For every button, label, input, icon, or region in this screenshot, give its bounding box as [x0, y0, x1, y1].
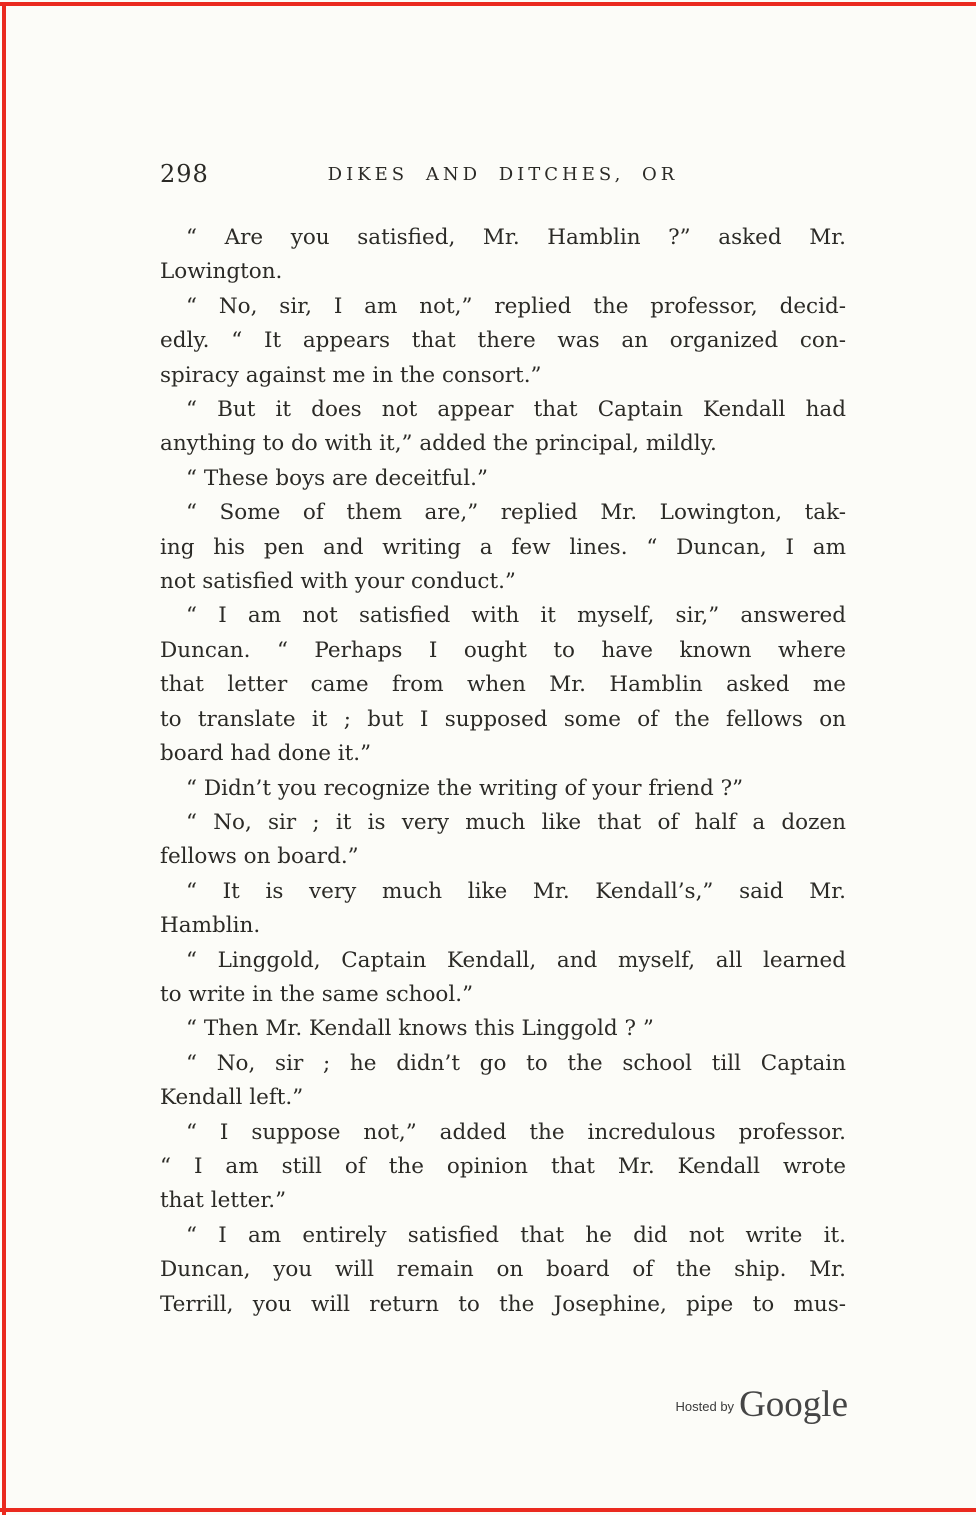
body-text: [160, 221, 846, 1322]
text-line: not satisfied with your conduct.”: [160, 569, 516, 595]
text-line: “ Linggold, Captain Kendall, and myself, all learned: [186, 947, 846, 973]
scan-edge-top-line: [0, 2, 976, 6]
text-line: “ Then Mr. Kendall knows this Linggold ? ”: [186, 1016, 654, 1042]
hosted-by-label: Hosted by: [675, 1399, 735, 1414]
text-line: board had done it.”: [160, 741, 372, 767]
text-line: Terrill, you will return to the Josephine, pipe to mus-: [160, 1291, 846, 1317]
paragraph: [160, 1219, 846, 1322]
text-line: “ Didn’t you recognize the writing of your friend ?”: [186, 775, 744, 801]
text-line: “ I am entirely satisfied that he did not write it.: [186, 1222, 846, 1248]
text-line: ing his pen and writing a few lines. “ Duncan, I am: [160, 534, 846, 560]
text-line: “ No, sir ; he didn’t go to the school till Captain: [186, 1050, 846, 1076]
running-title: DIKES AND DITCHES, OR: [327, 164, 679, 185]
text-line: “ But it does not appear that Captain Kendall had: [186, 397, 846, 423]
google-watermark: [676, 1386, 848, 1423]
text-line: “ I am still of the opinion that Mr. Kendall wrote: [160, 1153, 846, 1179]
text-line: “ Some of them are,” replied Mr. Lowington, tak-: [186, 500, 846, 526]
paragraph: [160, 772, 846, 806]
paragraph: [160, 462, 846, 496]
text-line: anything to do with it,” added the principal, mildly.: [160, 431, 717, 457]
paragraph: [160, 599, 846, 771]
text-line: “ It is very much like Mr. Kendall’s,” said Mr.: [186, 878, 846, 904]
text-line: to write in the same school.”: [160, 981, 474, 1007]
paragraph: [160, 944, 846, 1013]
google-logo: Google: [739, 1384, 848, 1425]
text-line: to translate it ; but I supposed some of the fellows on: [160, 706, 846, 732]
paragraph: [160, 290, 846, 393]
text-line: Lowington.: [160, 259, 283, 285]
text-line: Kendall left.”: [160, 1085, 304, 1111]
paragraph: [160, 1047, 846, 1116]
paragraph: [160, 496, 846, 599]
page-header: [160, 160, 846, 192]
text-line: “ These boys are deceitful.”: [186, 465, 488, 491]
paragraph: [160, 1116, 846, 1219]
page-number: 298: [160, 160, 209, 188]
paragraph: [160, 875, 846, 944]
text-line: “ Are you satisfied, Mr. Hamblin ?” asked Mr.: [186, 225, 846, 250]
text-line: “ I am not satisfied with it myself, sir,” answered: [186, 603, 846, 629]
text-line: fellows on board.”: [160, 844, 359, 870]
paragraph: [160, 806, 846, 875]
paragraph: [160, 221, 846, 290]
paragraph: [160, 393, 846, 462]
text-line: that letter came from when Mr. Hamblin asked me: [160, 672, 846, 698]
text-line: “ No, sir, I am not,” replied the professor, decid-: [186, 293, 846, 319]
text-line: Hamblin.: [160, 913, 261, 939]
scan-edge-left-line: [2, 2, 6, 1515]
text-line: Duncan. “ Perhaps I ought to have known where: [160, 637, 846, 663]
text-line: “ I suppose not,” added the incredulous professor.: [186, 1119, 846, 1145]
text-line: “ No, sir ; it is very much like that of half a dozen: [186, 809, 846, 835]
text-line: edly. “ It appears that there was an organized con-: [160, 328, 846, 354]
text-line: that letter.”: [160, 1188, 287, 1214]
text-line: Duncan, you will remain on board of the ship. Mr.: [160, 1257, 846, 1283]
text-line: spiracy against me in the consort.”: [160, 362, 542, 388]
scan-edge-bottom-line: [0, 1508, 976, 1512]
paragraph: [160, 1012, 846, 1046]
